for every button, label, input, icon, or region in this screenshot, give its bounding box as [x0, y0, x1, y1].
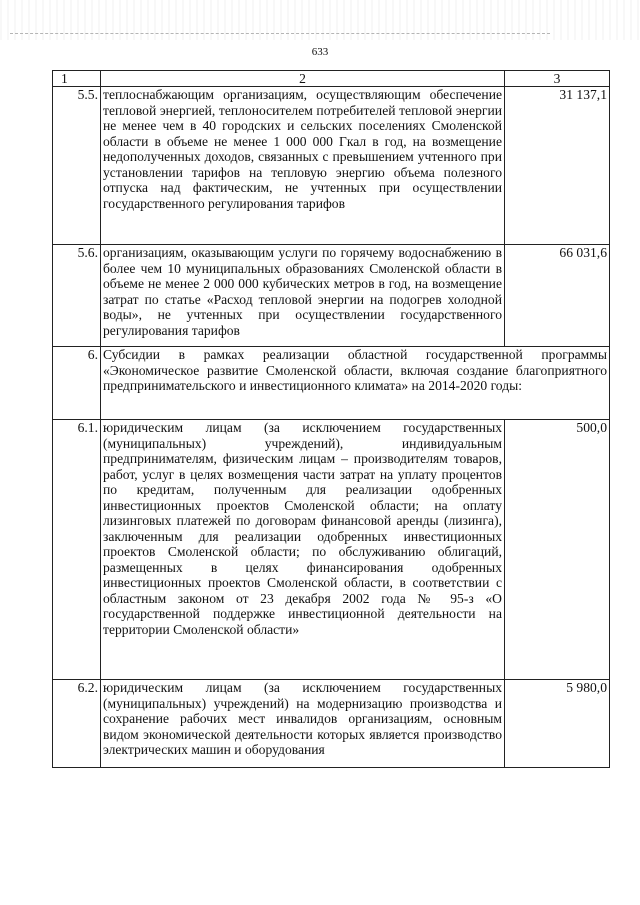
row-amount: 31 137,1 — [505, 87, 610, 245]
table-header-row — [53, 71, 610, 87]
row-amount: 66 031,6 — [505, 245, 610, 347]
table-row — [53, 87, 610, 245]
row-number: 6.1. — [53, 420, 101, 680]
row-number: 6.2. — [53, 680, 101, 768]
header-col-2: 2 — [101, 71, 505, 87]
row-description: юридическим лицам (за исключением государственных (муниципальных) учреждений) на модернизацию производства и сохранение рабочих мест инвалидов организациям, основным видом экономической деятельности которых является производство электрических машин и оборудования — [101, 680, 505, 768]
row-amount: 5 980,0 — [505, 680, 610, 768]
row-number: 6. — [53, 347, 101, 420]
table-row — [53, 680, 610, 768]
table-row — [53, 245, 610, 347]
table-row — [53, 420, 610, 680]
page-number: 633 — [311, 46, 329, 58]
row-description: теплоснабжающим организациям, осуществляющим обеспечение тепловой энергией, теплоносителем потребителей тепловой энергии не менее чем в 40 городских и сельских поселениях Смоленской области в объеме не менее 1 000 000 Гкал в год, на возмещение недополученных доходов, связанных с превышением учтенного при установлении тарифов на тепловую энергию объема полезного отпуска над фактическим, не учтенных при осуществлении государственного регулирования тарифов — [101, 87, 505, 245]
row-description: юридическим лицам (за исключением государственных (муниципальных) учреждений), индивидуальным предпринимателям, физическим лицам – производителям товаров, работ, услуг в целях возмещения части затрат на уплату процентов по кредитам, полученным для реализации одобренных инвестиционных проектов Смоленской области; на оплату лизинговых платежей по договорам финансовой аренды (лизинга), заключенным для реализации одобренных инвестиционных проектов Смоленской области; по обслуживанию облигаций, размещенных в целях финансирования одобренных инвестиционных проектов Смоленской области, в соответствии с областным законом от 23 декабря 2002 года № 95-з «О государственной поддержке инвестиционной деятельности на территории Смоленской области» — [101, 420, 505, 680]
header-col-1: 1 — [53, 71, 101, 87]
row-description: Субсидии в рамках реализации областной государственной программы «Экономическое развитие Смоленской области, включая создание благоприятного предпринимательского и инвестиционного климата» на 2014-2020 годы: — [101, 347, 610, 420]
row-description: организациям, оказывающим услуги по горячему водоснабжению в более чем 10 муниципальных образованиях Смоленской области в объеме не менее 2 000 000 кубических метров в год, на возмещение затрат по статье «Расход тепловой энергии на подогрев холодной воды», не учтенных при осуществлении государственного регулирования тарифов — [101, 245, 505, 347]
header-col-3: 3 — [505, 71, 610, 87]
scan-artifact-line — [10, 33, 550, 35]
row-number: 5.6. — [53, 245, 101, 347]
row-number: 5.5. — [53, 87, 101, 245]
row-amount: 500,0 — [505, 420, 610, 680]
table-row — [53, 347, 610, 420]
appropriations-table — [52, 70, 610, 768]
